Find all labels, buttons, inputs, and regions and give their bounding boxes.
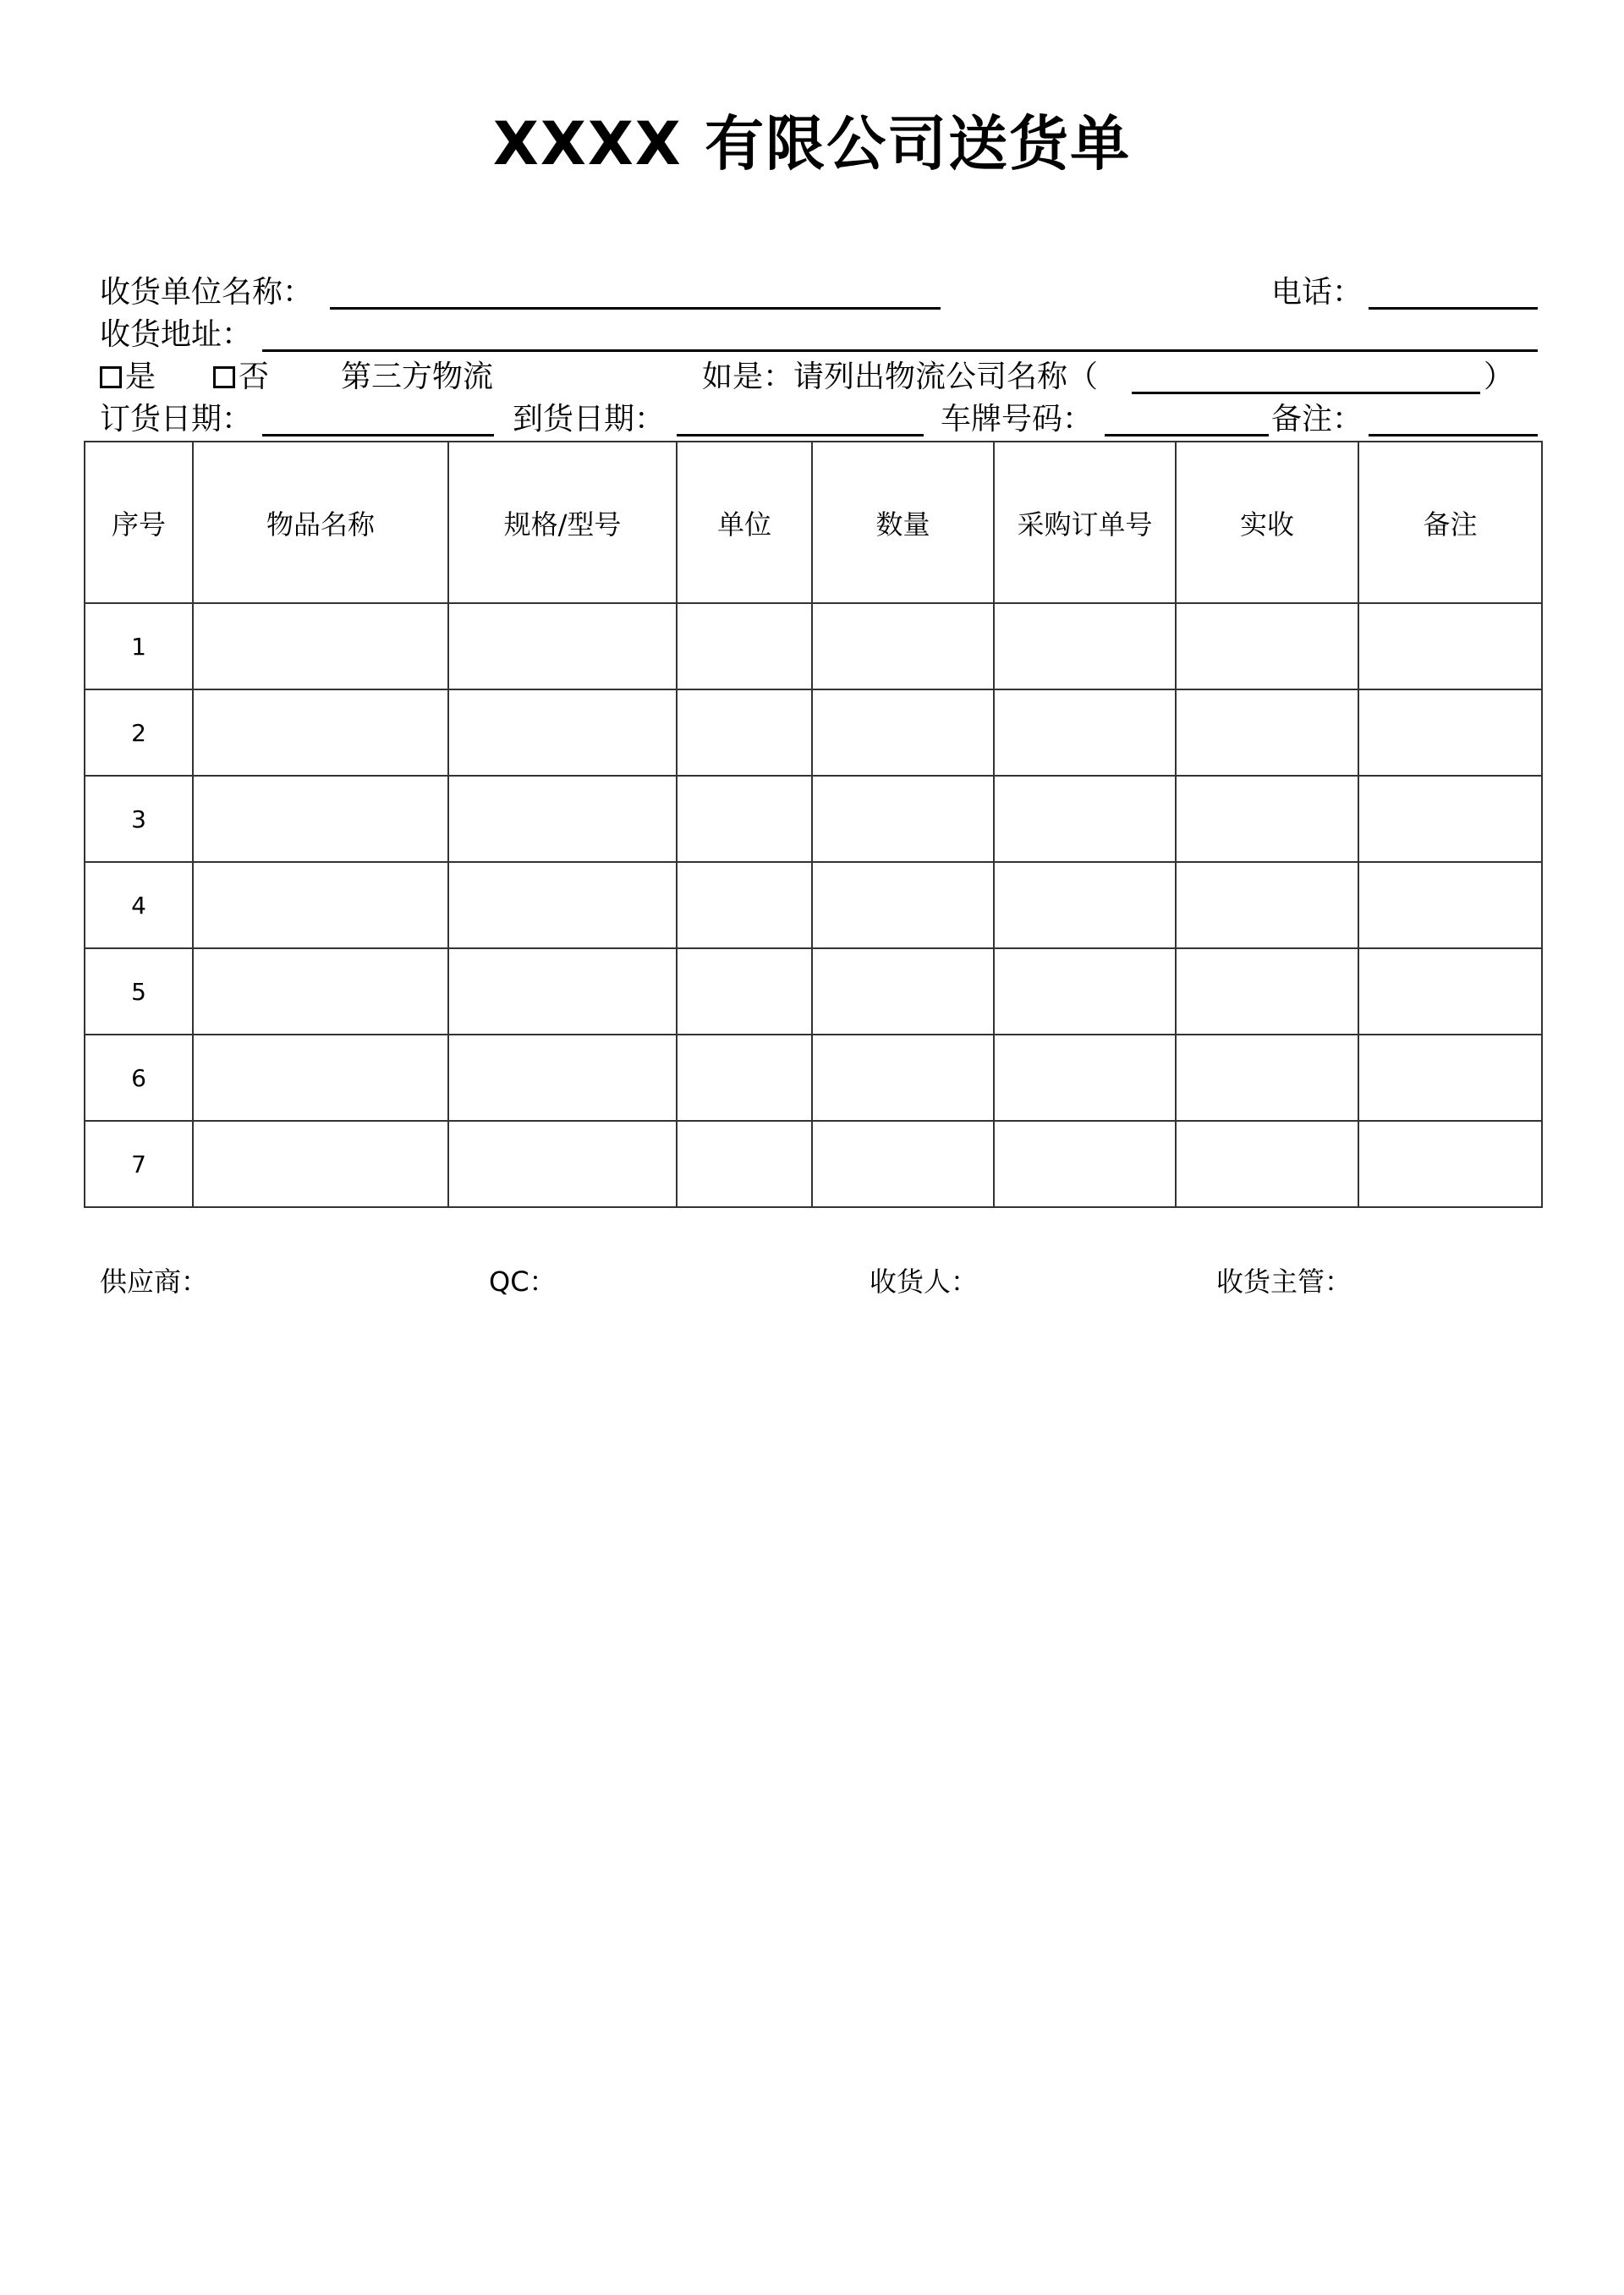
table-cell[interactable]: [1358, 862, 1542, 948]
table-cell[interactable]: [1176, 689, 1358, 776]
yes-label: 是: [125, 360, 156, 394]
phone-label: 电话：: [1271, 275, 1363, 310]
address-label: 收货地址：: [100, 317, 253, 352]
supervisor-signature-label: 收货主管：: [1216, 1266, 1352, 1298]
table-cell[interactable]: [677, 1121, 812, 1207]
remark-label: 备注：: [1271, 402, 1363, 436]
table-cell[interactable]: [812, 948, 994, 1035]
plate-number-label: 车牌号码：: [941, 402, 1094, 436]
items-table: [84, 441, 1543, 1208]
receiver-signature-label: 收货人：: [870, 1266, 979, 1298]
address-field[interactable]: [262, 349, 1538, 352]
row-number: 6: [85, 1035, 193, 1121]
column-header: 单位: [677, 442, 812, 603]
no-option[interactable]: [213, 355, 269, 399]
no-checkbox[interactable]: [213, 366, 235, 388]
qc-signature-label: QC：: [489, 1266, 557, 1298]
table-cell[interactable]: [1358, 1035, 1542, 1121]
address-row: [100, 313, 1538, 357]
table-cell[interactable]: [677, 603, 812, 689]
table-row: [85, 948, 1542, 1035]
signature-row: [100, 1260, 1538, 1303]
table-row: [85, 862, 1542, 948]
logistics-company-field[interactable]: [1132, 392, 1480, 394]
document-title: XXXX 有限公司送货单: [492, 109, 1132, 178]
table-cell[interactable]: [1358, 603, 1542, 689]
supplier-signature-label: 供应商：: [100, 1266, 209, 1298]
column-header: 采购订单号: [994, 442, 1176, 603]
plate-number-field[interactable]: [1105, 434, 1269, 436]
column-header: 数量: [812, 442, 994, 603]
row-number: 3: [85, 776, 193, 862]
table-cell[interactable]: [1358, 1121, 1542, 1207]
close-paren: ）: [1484, 360, 1515, 394]
table-cell[interactable]: [448, 689, 677, 776]
row-number: 7: [85, 1121, 193, 1207]
column-header: 实收: [1176, 442, 1358, 603]
table-cell[interactable]: [448, 603, 677, 689]
yes-checkbox[interactable]: [100, 366, 122, 388]
table-row: [85, 776, 1542, 862]
table-cell[interactable]: [812, 776, 994, 862]
table-cell[interactable]: [677, 948, 812, 1035]
arrival-date-field[interactable]: [677, 434, 924, 436]
table-cell[interactable]: [1176, 776, 1358, 862]
receiver-name-field[interactable]: [330, 307, 941, 310]
table-cell[interactable]: [1358, 776, 1542, 862]
table-cell[interactable]: [677, 1035, 812, 1121]
table-cell[interactable]: [193, 689, 448, 776]
table-cell[interactable]: [1176, 1035, 1358, 1121]
table-cell[interactable]: [1358, 948, 1542, 1035]
table-cell[interactable]: [193, 1035, 448, 1121]
no-label: 否: [239, 360, 270, 394]
table-row: [85, 1035, 1542, 1121]
if-yes-label: 如是：请列出物流公司名称（: [702, 360, 1099, 394]
order-date-label: 订货日期：: [100, 402, 253, 436]
arrival-date-label: 到货日期：: [513, 402, 666, 436]
table-cell[interactable]: [1176, 1121, 1358, 1207]
row-number: 2: [85, 689, 193, 776]
remark-field[interactable]: [1369, 434, 1538, 436]
row-number: 4: [85, 862, 193, 948]
table-cell[interactable]: [812, 1035, 994, 1121]
receiver-name-label: 收货单位名称：: [100, 275, 314, 310]
logistics-row: [100, 355, 1538, 399]
table-cell[interactable]: [193, 862, 448, 948]
table-cell[interactable]: [193, 776, 448, 862]
table-row: [85, 603, 1542, 689]
table-cell[interactable]: [677, 689, 812, 776]
column-header: 规格/型号: [448, 442, 677, 603]
table-cell[interactable]: [448, 1035, 677, 1121]
table-cell[interactable]: [994, 603, 1176, 689]
receiver-name-row: [100, 271, 1538, 315]
phone-field[interactable]: [1369, 307, 1538, 310]
table-cell[interactable]: [994, 1121, 1176, 1207]
table-cell[interactable]: [448, 1121, 677, 1207]
table-cell[interactable]: [193, 948, 448, 1035]
table-cell[interactable]: [448, 776, 677, 862]
table-cell[interactable]: [448, 948, 677, 1035]
table-cell[interactable]: [1358, 689, 1542, 776]
table-cell[interactable]: [677, 862, 812, 948]
table-cell[interactable]: [994, 776, 1176, 862]
yes-option[interactable]: [100, 355, 156, 399]
table-cell[interactable]: [812, 689, 994, 776]
table-header-row: [85, 442, 1542, 603]
table-cell[interactable]: [994, 862, 1176, 948]
table-cell[interactable]: [193, 1121, 448, 1207]
dates-row: [100, 398, 1538, 442]
table-cell[interactable]: [677, 776, 812, 862]
order-date-field[interactable]: [262, 434, 494, 436]
table-cell[interactable]: [812, 862, 994, 948]
table-cell[interactable]: [448, 862, 677, 948]
table-cell[interactable]: [1176, 862, 1358, 948]
row-number: 5: [85, 948, 193, 1035]
table-row: [85, 689, 1542, 776]
table-cell[interactable]: [994, 689, 1176, 776]
column-header: 物品名称: [193, 442, 448, 603]
table-cell[interactable]: [1176, 603, 1358, 689]
table-cell[interactable]: [812, 1121, 994, 1207]
table-row: [85, 1121, 1542, 1207]
column-header: 序号: [85, 442, 193, 603]
table-cell[interactable]: [994, 948, 1176, 1035]
table-cell[interactable]: [193, 603, 448, 689]
table-cell[interactable]: [1176, 948, 1358, 1035]
column-header: 备注: [1358, 442, 1542, 603]
row-number: 1: [85, 603, 193, 689]
table-cell[interactable]: [812, 603, 994, 689]
table-cell[interactable]: [994, 1035, 1176, 1121]
third-party-logistics-label: 第三方物流: [341, 360, 494, 394]
